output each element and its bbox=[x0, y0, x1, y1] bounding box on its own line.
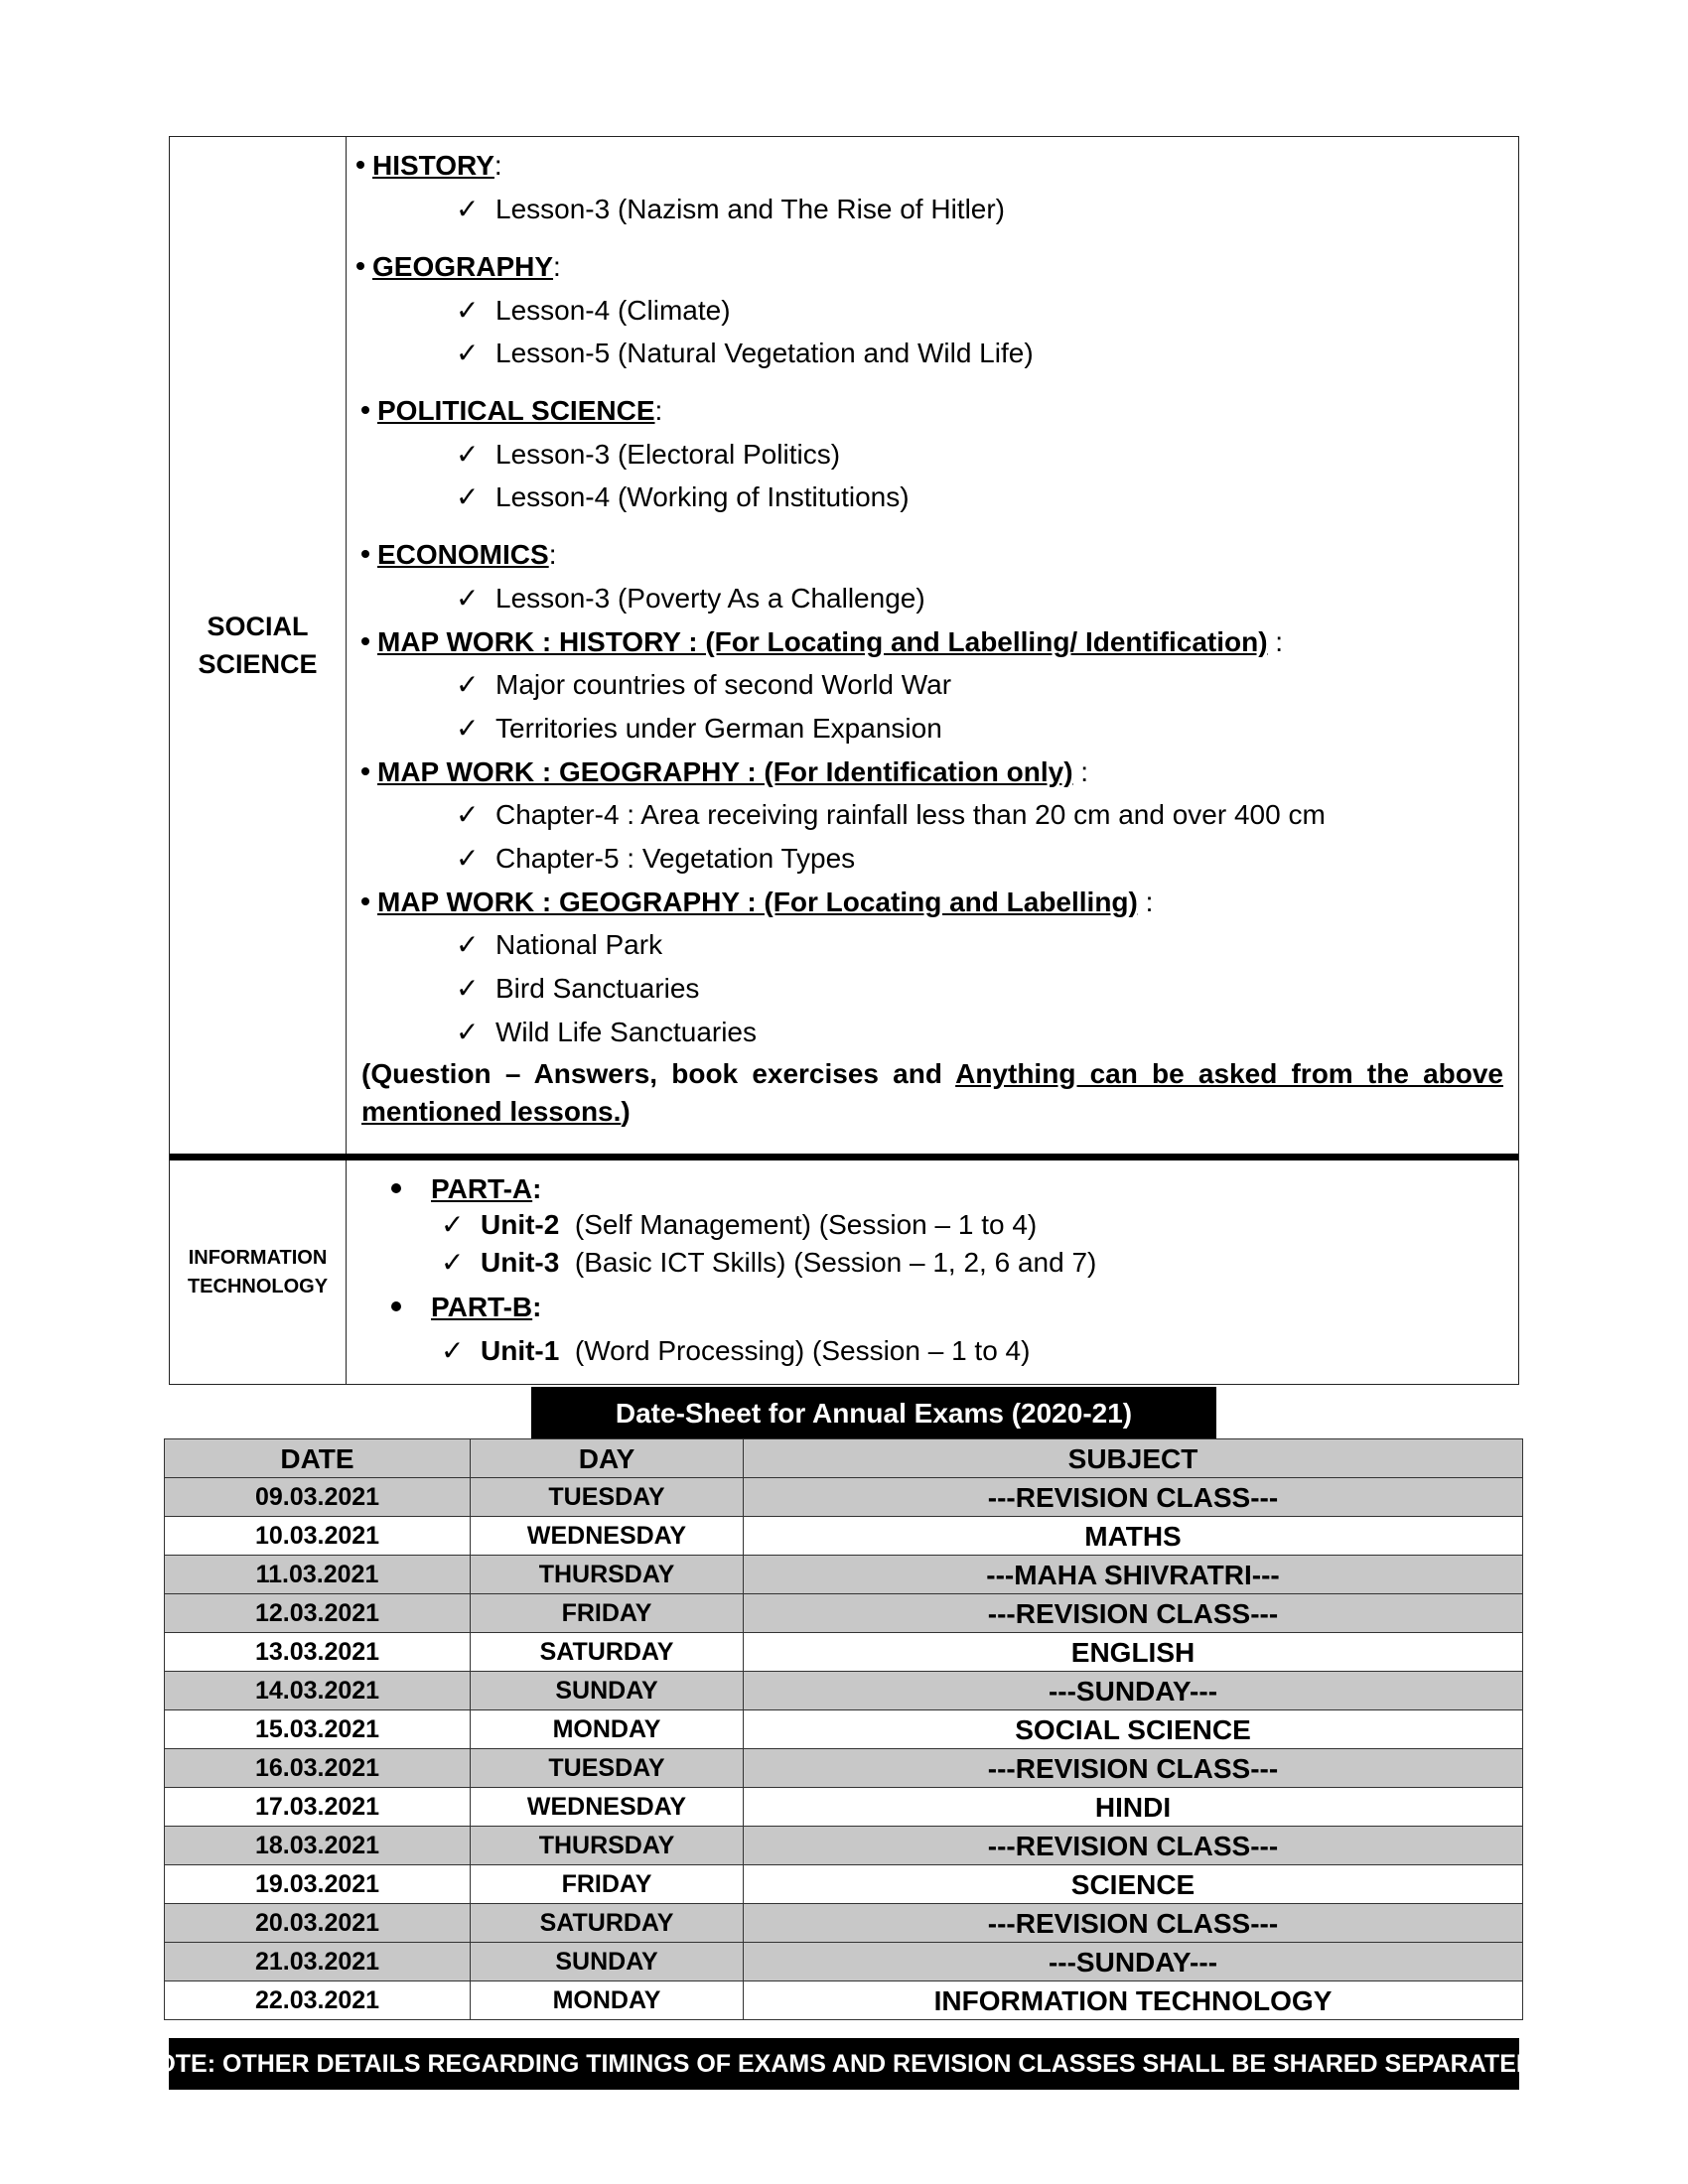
date-cell: 16.03.2021 bbox=[165, 1749, 471, 1788]
date-cell: 10.03.2021 bbox=[165, 1517, 471, 1556]
subject-cell: ---REVISION CLASS--- bbox=[744, 1478, 1523, 1517]
checkmark-icon: ✓ bbox=[456, 799, 480, 830]
bullet-icon bbox=[361, 767, 369, 775]
list-item: ✓ Lesson-3 (Electoral Politics) bbox=[456, 439, 841, 470]
bullet-icon bbox=[361, 897, 369, 905]
list-item: ✓ Lesson-3 (Nazism and The Rise of Hitler) bbox=[456, 194, 1006, 224]
checkmark-icon: ✓ bbox=[441, 1335, 465, 1366]
day-column-header: DAY bbox=[471, 1439, 744, 1478]
political-science-heading: POLITICAL SCIENCE: bbox=[361, 394, 662, 428]
subject-cell: ---SUNDAY--- bbox=[744, 1943, 1523, 1981]
checkmark-icon: ✓ bbox=[456, 713, 480, 744]
lessons-note: (Question – Answers, book exercises and Anything can be asked from the above mentioned lessons.) bbox=[361, 1058, 1503, 1127]
part-b-heading: PART-B: bbox=[391, 1291, 541, 1324]
table-row bbox=[165, 1672, 1523, 1710]
date-cell: 18.03.2021 bbox=[165, 1827, 471, 1865]
table-row bbox=[165, 1478, 1523, 1517]
table-row bbox=[165, 1943, 1523, 1981]
geography-heading: GEOGRAPHY: bbox=[356, 250, 561, 284]
subject-cell: SOCIAL SCIENCE bbox=[744, 1710, 1523, 1749]
table-header-row bbox=[165, 1439, 1523, 1478]
day-cell: TUESDAY bbox=[471, 1478, 744, 1517]
day-cell: SATURDAY bbox=[471, 1904, 744, 1943]
list-item: ✓ Lesson-3 (Poverty As a Challenge) bbox=[456, 583, 925, 614]
table-row bbox=[165, 1556, 1523, 1594]
table-row bbox=[165, 1633, 1523, 1672]
table-row bbox=[165, 1749, 1523, 1788]
bullet-icon bbox=[391, 1301, 401, 1311]
list-item: ✓ Territories under German Expansion bbox=[456, 713, 942, 744]
checkmark-icon: ✓ bbox=[441, 1209, 465, 1240]
checkmark-icon: ✓ bbox=[456, 929, 480, 960]
syllabus-table bbox=[169, 136, 1519, 1385]
subject-cell: ---SUNDAY--- bbox=[744, 1672, 1523, 1710]
subject-cell: MATHS bbox=[744, 1517, 1523, 1556]
subject-cell: ---REVISION CLASS--- bbox=[744, 1827, 1523, 1865]
day-cell: SUNDAY bbox=[471, 1672, 744, 1710]
checkmark-icon: ✓ bbox=[456, 583, 480, 614]
date-cell: 14.03.2021 bbox=[165, 1672, 471, 1710]
list-item: ✓ Lesson-4 (Climate) bbox=[456, 295, 731, 326]
bullet-icon bbox=[356, 161, 364, 169]
information-technology-subject-cell bbox=[170, 1160, 347, 1384]
list-item: ✓ Chapter-4 : Area receiving rainfall less than 20 cm and over 400 cm bbox=[456, 799, 1326, 830]
map-history-heading: MAP WORK : HISTORY : (For Locating and Labelling/ Identification) : bbox=[361, 625, 1283, 659]
subject-column-header: SUBJECT bbox=[744, 1439, 1523, 1478]
table-row bbox=[165, 1865, 1523, 1904]
bullet-icon bbox=[391, 1183, 401, 1193]
subject-cell: ---REVISION CLASS--- bbox=[744, 1749, 1523, 1788]
date-cell: 17.03.2021 bbox=[165, 1788, 471, 1827]
bullet-icon bbox=[361, 637, 369, 645]
day-cell: THURSDAY bbox=[471, 1556, 744, 1594]
checkmark-icon: ✓ bbox=[456, 338, 480, 368]
day-cell: FRIDAY bbox=[471, 1594, 744, 1633]
date-cell: 13.03.2021 bbox=[165, 1633, 471, 1672]
bullet-icon bbox=[361, 406, 369, 414]
checkmark-icon: ✓ bbox=[456, 843, 480, 874]
table-row bbox=[165, 1710, 1523, 1749]
date-cell: 22.03.2021 bbox=[165, 1981, 471, 2020]
checkmark-icon: ✓ bbox=[456, 973, 480, 1004]
subject-cell: ---MAHA SHIVRATRI--- bbox=[744, 1556, 1523, 1594]
social-science-row bbox=[170, 137, 1518, 1154]
day-cell: WEDNESDAY bbox=[471, 1517, 744, 1556]
date-cell: 19.03.2021 bbox=[165, 1865, 471, 1904]
subject-cell: HINDI bbox=[744, 1788, 1523, 1827]
part-a-heading: PART-A: bbox=[391, 1172, 541, 1206]
checkmark-icon: ✓ bbox=[456, 481, 480, 512]
information-technology-row bbox=[170, 1154, 1518, 1384]
date-cell: 20.03.2021 bbox=[165, 1904, 471, 1943]
date-cell: 21.03.2021 bbox=[165, 1943, 471, 1981]
map-geography-identification-heading: MAP WORK : GEOGRAPHY : (For Identification only) : bbox=[361, 755, 1088, 789]
subject-cell: ---REVISION CLASS--- bbox=[744, 1904, 1523, 1943]
subject-cell: ENGLISH bbox=[744, 1633, 1523, 1672]
date-sheet-title: Date-Sheet for Annual Exams (2020-21) bbox=[531, 1387, 1216, 1439]
table-row bbox=[165, 1594, 1523, 1633]
checkmark-icon: ✓ bbox=[456, 194, 480, 224]
map-geography-locating-heading: MAP WORK : GEOGRAPHY : (For Locating and Labelling) : bbox=[361, 886, 1153, 919]
bullet-icon bbox=[356, 262, 364, 270]
table-row bbox=[165, 1904, 1523, 1943]
list-item: ✓ Lesson-5 (Natural Vegetation and Wild Life) bbox=[456, 338, 1034, 368]
table-row bbox=[165, 1827, 1523, 1865]
list-item: ✓ Major countries of second World War bbox=[456, 669, 952, 700]
day-cell: FRIDAY bbox=[471, 1865, 744, 1904]
bullet-icon bbox=[361, 550, 369, 558]
day-cell: MONDAY bbox=[471, 1710, 744, 1749]
day-cell: SATURDAY bbox=[471, 1633, 744, 1672]
day-cell: SUNDAY bbox=[471, 1943, 744, 1981]
list-item: ✓ Lesson-4 (Working of Institutions) bbox=[456, 481, 910, 512]
list-item: ✓ Bird Sanctuaries bbox=[456, 973, 700, 1004]
table-row bbox=[165, 1981, 1523, 2020]
date-cell: 09.03.2021 bbox=[165, 1478, 471, 1517]
day-cell: THURSDAY bbox=[471, 1827, 744, 1865]
day-cell: MONDAY bbox=[471, 1981, 744, 2020]
subject-cell: ---REVISION CLASS--- bbox=[744, 1594, 1523, 1633]
checkmark-icon: ✓ bbox=[456, 669, 480, 700]
list-item: ✓ Unit-3 (Basic ICT Skills) (Session – 1, 2, 6 and 7) bbox=[441, 1247, 1097, 1278]
date-column-header: DATE bbox=[165, 1439, 471, 1478]
subject-cell: INFORMATION TECHNOLOGY bbox=[744, 1981, 1523, 2020]
list-item: ✓ Unit-2 (Self Management) (Session – 1 to 4) bbox=[441, 1209, 1038, 1240]
social-science-content bbox=[347, 137, 1518, 1154]
subject-label-line2: SCIENCE bbox=[198, 649, 318, 679]
day-cell: TUESDAY bbox=[471, 1749, 744, 1788]
timings-note-banner: NOTE: OTHER DETAILS REGARDING TIMINGS OF EXAMS AND REVISION CLASSES SHALL BE SHARED SEPARATELY. bbox=[169, 2038, 1519, 2090]
checkmark-icon: ✓ bbox=[456, 1017, 480, 1047]
table-row bbox=[165, 1517, 1523, 1556]
date-cell: 15.03.2021 bbox=[165, 1710, 471, 1749]
information-technology-content bbox=[347, 1160, 1518, 1384]
checkmark-icon: ✓ bbox=[441, 1247, 465, 1278]
day-cell: WEDNESDAY bbox=[471, 1788, 744, 1827]
history-heading: HISTORY: bbox=[356, 149, 502, 183]
list-item: ✓ Unit-1 (Word Processing) (Session – 1 to 4) bbox=[441, 1335, 1031, 1366]
list-item: ✓ Wild Life Sanctuaries bbox=[456, 1017, 758, 1047]
economics-heading: ECONOMICS: bbox=[361, 538, 556, 572]
checkmark-icon: ✓ bbox=[456, 295, 480, 326]
subject-label-line2: TECHNOLOGY bbox=[187, 1275, 329, 1297]
checkmark-icon: ✓ bbox=[456, 439, 480, 470]
social-science-subject-cell bbox=[170, 137, 347, 1154]
list-item: ✓ National Park bbox=[456, 929, 663, 960]
table-row bbox=[165, 1788, 1523, 1827]
list-item: ✓ Chapter-5 : Vegetation Types bbox=[456, 843, 856, 874]
date-cell: 11.03.2021 bbox=[165, 1556, 471, 1594]
subject-cell: SCIENCE bbox=[744, 1865, 1523, 1904]
date-cell: 12.03.2021 bbox=[165, 1594, 471, 1633]
subject-label-line1: SOCIAL bbox=[207, 612, 309, 641]
date-sheet-table bbox=[164, 1438, 1523, 2020]
subject-label-line1: INFORMATION bbox=[188, 1246, 328, 1269]
